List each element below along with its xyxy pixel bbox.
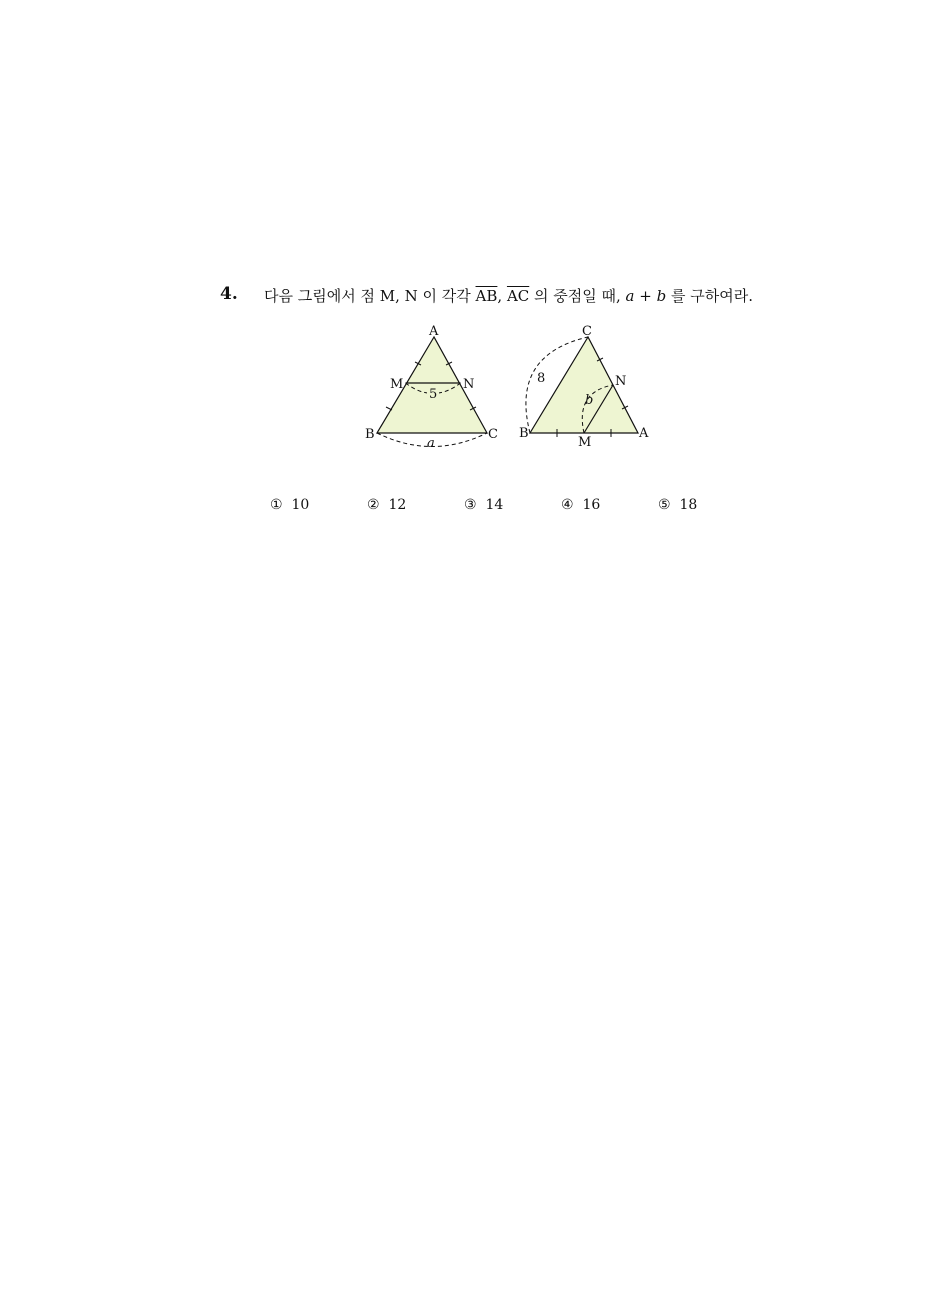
choice-5-value: 18 xyxy=(679,497,698,513)
choice-1[interactable] xyxy=(270,497,309,513)
figure1-mn-length: 5 xyxy=(429,387,438,402)
figure2-label-b: B xyxy=(519,426,529,441)
figure2-bc-length: 8 xyxy=(537,371,546,386)
figure1-label-a: A xyxy=(429,324,439,339)
figure1-label-n: N xyxy=(463,377,475,392)
choice-3[interactable] xyxy=(464,497,503,513)
choice-3-mark: ③ xyxy=(464,497,477,513)
figure2-label-m: M xyxy=(578,435,592,450)
choice-4[interactable] xyxy=(561,497,600,513)
choice-5-mark: ⑤ xyxy=(658,497,671,513)
choice-2-mark: ② xyxy=(367,497,380,513)
choice-5[interactable] xyxy=(658,497,697,513)
question-text-part3: 를 구하여라. xyxy=(666,287,753,305)
choice-2-value: 12 xyxy=(388,497,407,513)
figure2-mn-var: b xyxy=(585,393,594,408)
question-text-part1: 다음 그림에서 점 M, N 이 각각 xyxy=(264,287,476,305)
figure2-label-n: N xyxy=(615,374,627,389)
question-text xyxy=(264,285,753,306)
figure1-label-m: M xyxy=(390,377,404,392)
figure2-label-a: A xyxy=(639,426,649,441)
segment-ab: $\overline{AB}$ xyxy=(475,287,498,305)
question-text-part2: 의 중점일 때, xyxy=(529,287,626,305)
choice-1-mark: ① xyxy=(270,497,283,513)
choice-3-value: 14 xyxy=(485,497,504,513)
figure2-label-c: C xyxy=(582,324,592,339)
question-comma: , xyxy=(497,287,507,305)
figure1 xyxy=(365,324,498,451)
figure1-label-b: B xyxy=(365,427,375,442)
choice-4-value: 16 xyxy=(582,497,601,513)
figure2 xyxy=(519,324,649,450)
figure-panel xyxy=(360,320,660,455)
question-number: 4. xyxy=(220,284,238,304)
choice-1-value: 10 xyxy=(291,497,310,513)
figure1-label-c: C xyxy=(488,427,498,442)
choice-4-mark: ④ xyxy=(561,497,574,513)
expression-a-plus-b: a + b xyxy=(625,287,667,305)
segment-ac: $\overline{AC}$ xyxy=(506,287,530,305)
figure1-bc-var: a xyxy=(427,436,435,451)
choice-2[interactable] xyxy=(367,497,406,513)
